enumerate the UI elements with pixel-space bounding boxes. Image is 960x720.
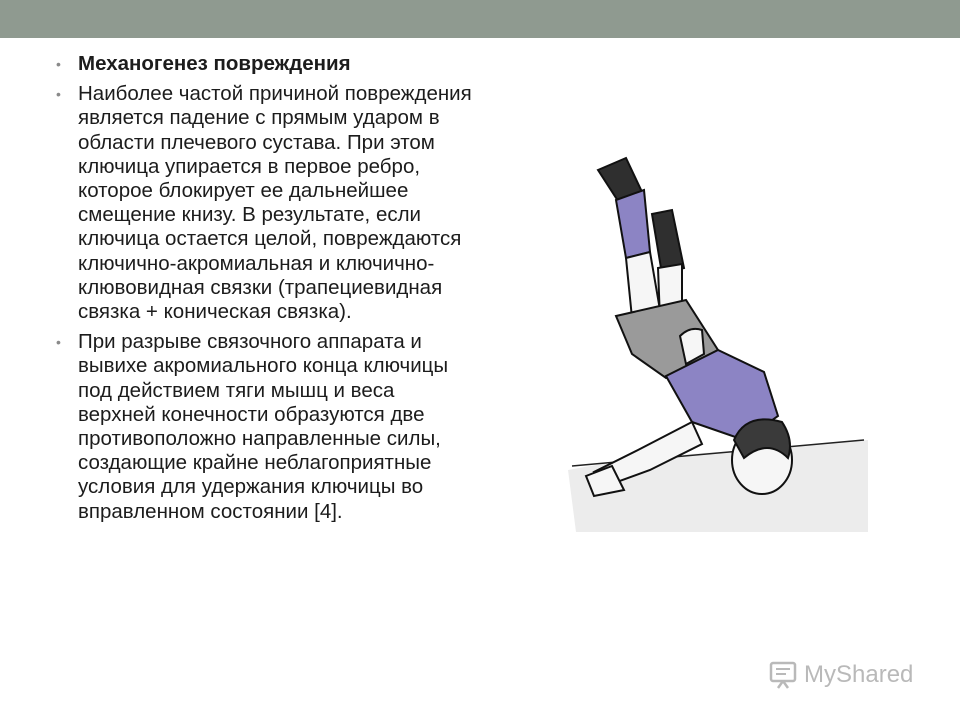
bullet-dot-icon: • (56, 334, 61, 351)
slide-text (56, 52, 476, 530)
top-bar (0, 0, 960, 38)
bullet-dislocation (56, 330, 476, 524)
presentation-board-icon (768, 660, 798, 690)
bullet-dot-icon: • (56, 86, 61, 103)
falling-person-illustration (568, 140, 868, 532)
bullet-dot-icon: • (56, 56, 61, 72)
bullet-text: При разрыве связочного аппарата и вывихе акромиального конца ключицы под действием тяги мышц и веса верхней конечности образуются две противоположно направленные силы, создающие крайне неблагоприятные условия для удержания ключицы во вправленном состоянии [4]. (78, 330, 449, 523)
falling-person-drawing (568, 140, 868, 532)
watermark (768, 658, 938, 692)
bullet-text: Наиболее частой причиной повреждения является падение с прямым ударом в области плечевого сустава. При этом ключица упирается в первое ребро, которое блокирует ее дальнейшее смещение книзу. В результате, если ключица остается целой, повреждаются ключично-акромиальная и ключично-клювовидная связки (трапециевидная связка + коническая связка). (78, 82, 472, 324)
sock-left (616, 190, 650, 258)
bullet-mechanism (56, 82, 476, 324)
bullet-text: Механогенез повреждения (78, 52, 351, 75)
watermark-text: MyShared (804, 661, 914, 688)
bullet-heading (56, 52, 476, 76)
